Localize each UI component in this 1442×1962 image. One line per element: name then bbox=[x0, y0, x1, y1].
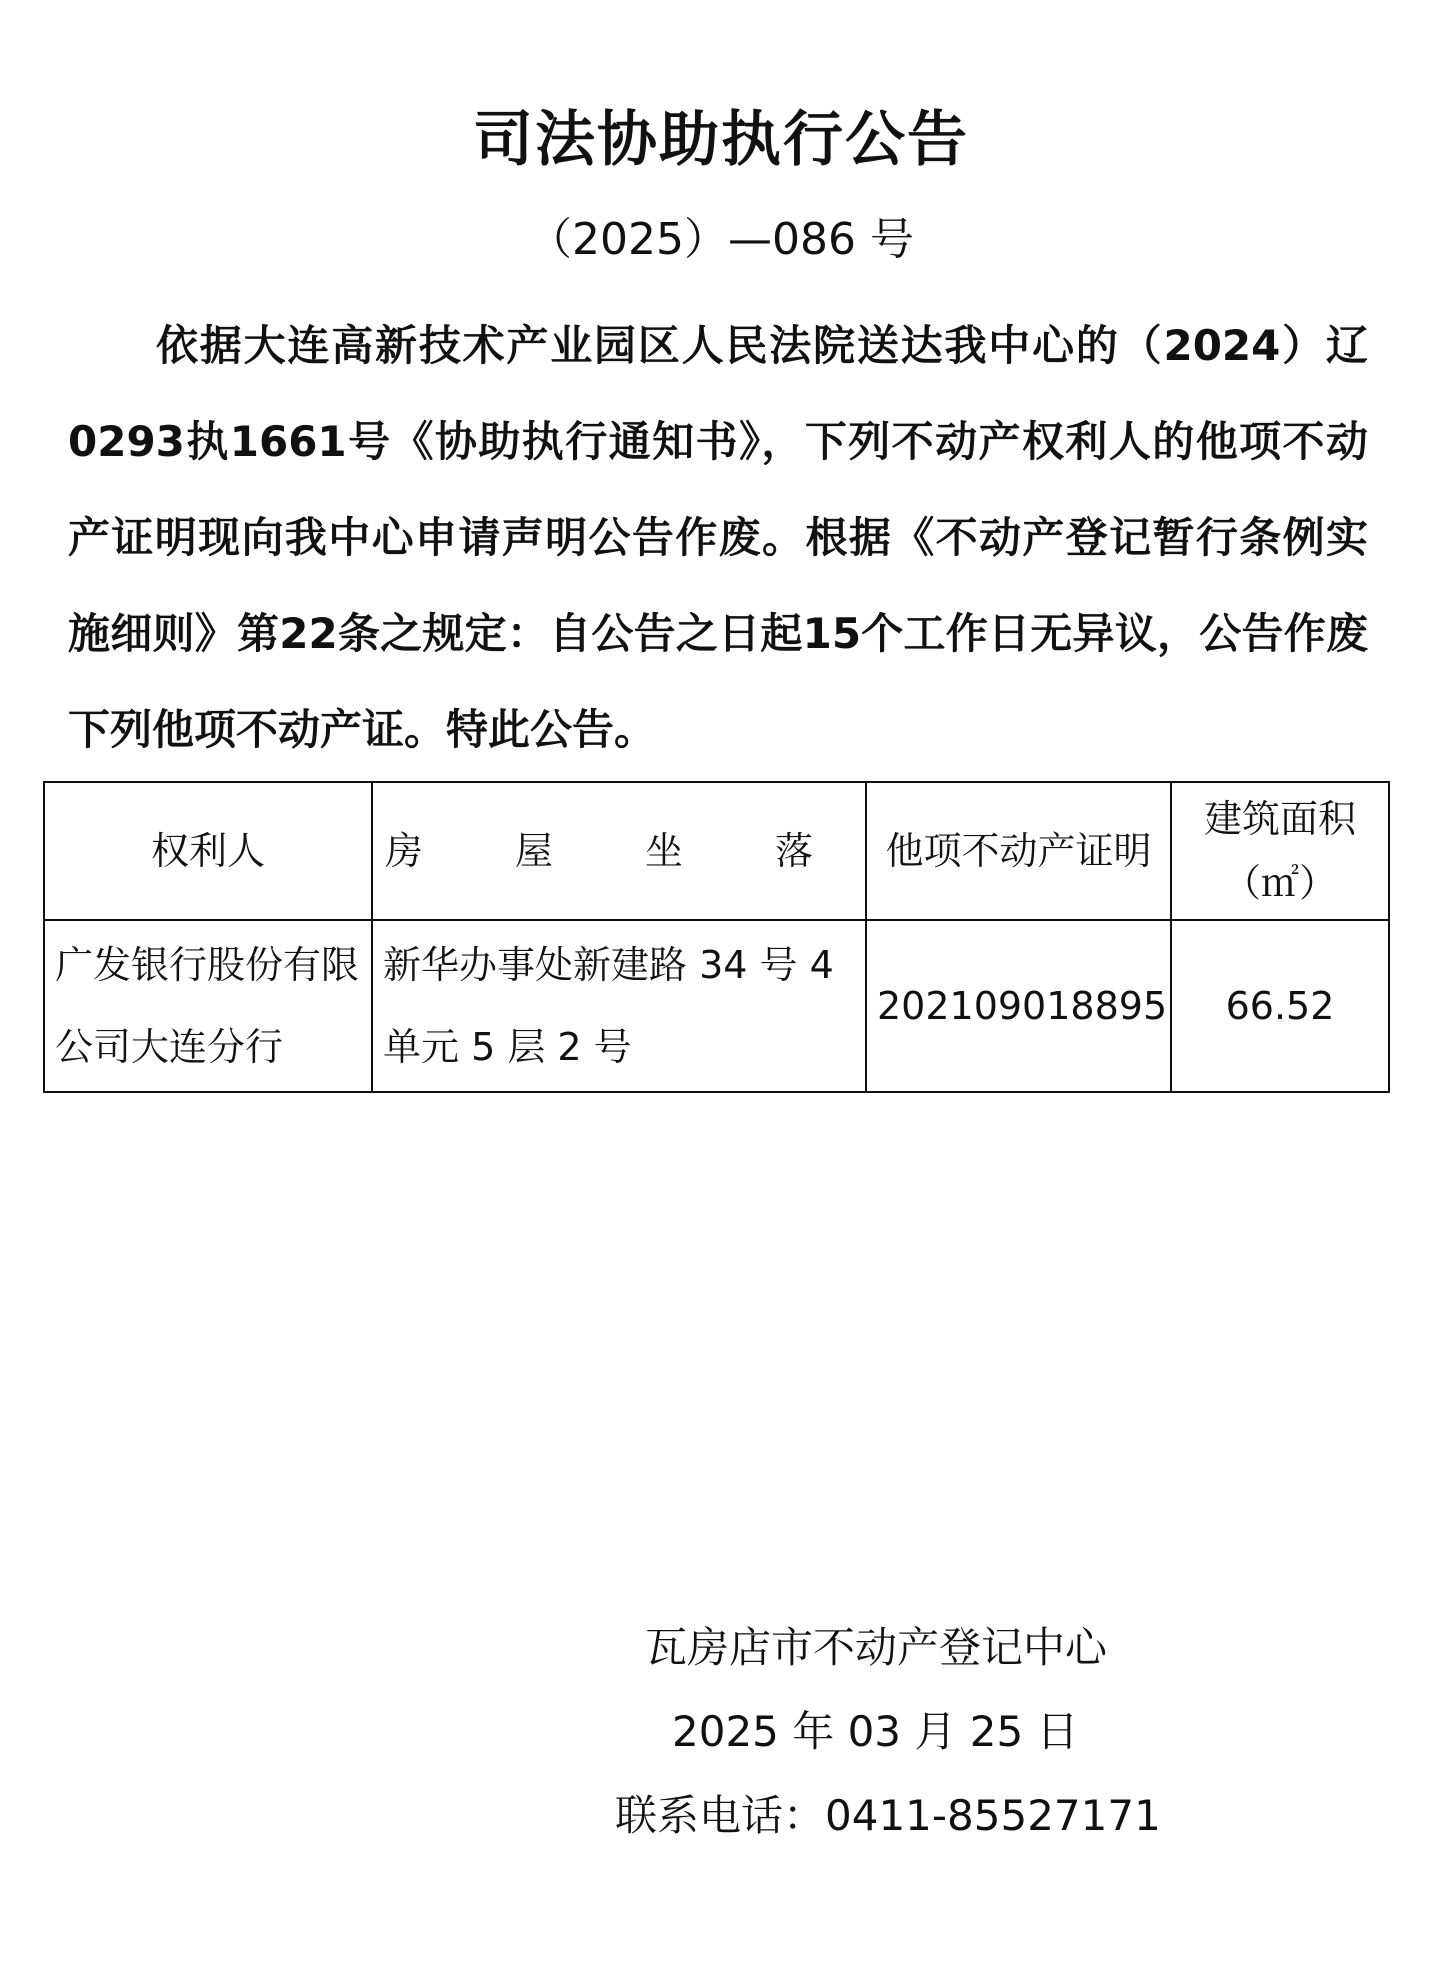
header-location: 房 屋 坐 落 bbox=[372, 782, 866, 920]
notice-body: 依据大连高新技术产业园区人民法院送达我中心的（2024）辽0293执1661号《协助执行通知书》，下列不动产权利人的他项不动产证明现向我中心申请声明公告作废。根据《不动产登记暂行条例实施细则》第22条之规定：自公告之日起15个工作日无异议，公告作废下列他项不动产证。特此公告。 bbox=[68, 321, 1368, 754]
issue-date: 2025 年 03 月 25 日 bbox=[672, 1707, 1079, 1756]
cell-area: 66.52 bbox=[1171, 920, 1389, 1092]
cell-location: 新华办事处新建路 34 号 4 单元 5 层 2 号 bbox=[372, 920, 866, 1092]
records-table bbox=[43, 781, 1390, 1093]
table-header-row bbox=[44, 782, 1389, 920]
cell-holder: 广发银行股份有限公司大连分行 bbox=[44, 920, 372, 1092]
table-row bbox=[44, 920, 1389, 1092]
header-holder: 权利人 bbox=[44, 782, 372, 920]
notice-number: （2025）—086 号 bbox=[528, 214, 914, 265]
cell-certificate: 202109018895 bbox=[866, 920, 1171, 1092]
notice-title: 司法协助执行公告 bbox=[473, 105, 969, 175]
header-area: 建筑面积（㎡） bbox=[1171, 782, 1389, 920]
contact-phone: 联系电话：0411-85527171 bbox=[615, 1791, 1161, 1840]
issuing-organization: 瓦房店市不动产登记中心 bbox=[645, 1623, 1108, 1672]
header-certificate: 他项不动产证明 bbox=[866, 782, 1171, 920]
